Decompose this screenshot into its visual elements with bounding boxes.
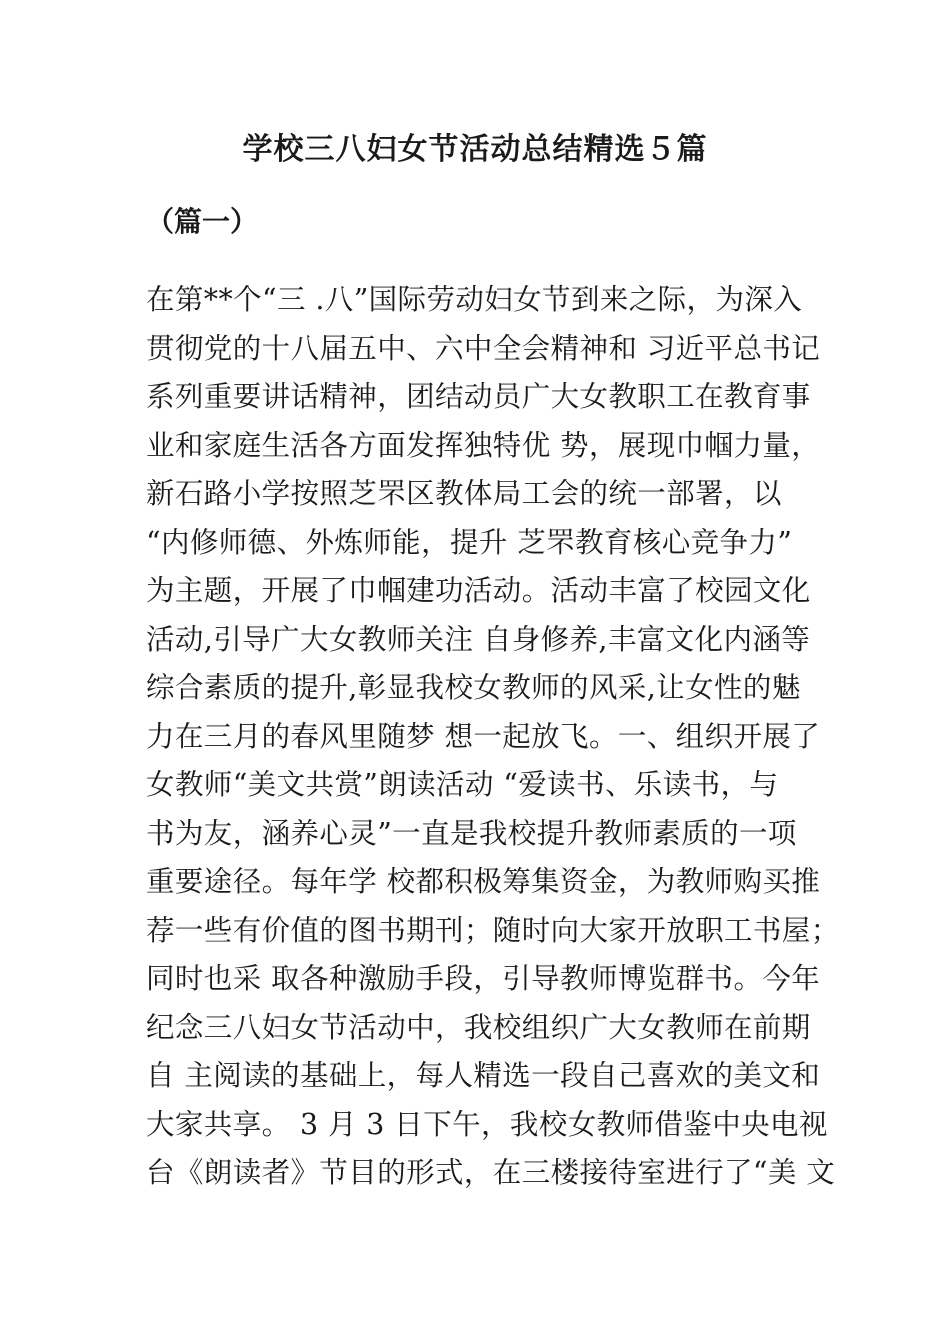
text-line: 新石路小学按照芝罘区教体局工会的统一部署，以	[146, 477, 782, 510]
text-line: 台《朗读者》节目的形式，在三楼接待室进行了“美 文	[146, 1156, 836, 1189]
text-line: 系列重要讲话精神，团结动员广大女教职工在教育事	[146, 380, 811, 413]
text-line: 在第**个“三 .八”国际劳动妇女节到来之际，为深入	[146, 283, 803, 316]
text-line: 业和家庭生活各方面发挥独特优 势，展现巾帼力量，	[146, 428, 821, 462]
text-line: 为主题，开展了巾帼建功活动。活动丰富了校园文化	[146, 574, 811, 607]
text-line: 大家共享。 3 月 3 日下午，我校女教师借鉴中央电视	[146, 1107, 828, 1141]
text-line: 活动,引导广大女教师关注 自身修养,丰富文化内涵等	[146, 622, 811, 656]
text-line: 荐一些有价值的图书期刊；随时向大家开放职工书屋；	[146, 913, 840, 947]
text-line: 重要途径。每年学 校都积极筹集资金，为教师购买推	[146, 865, 821, 898]
section-heading: （篇一）	[146, 205, 259, 238]
document-title: 学校三八妇女节活动总结精选５篇	[242, 132, 708, 167]
text-line: 自 主阅读的基础上，每人精选一段自己喜欢的美文和	[146, 1059, 821, 1092]
body-paragraph	[146, 276, 840, 1198]
text-line: 书为友，涵养心灵”一直是我校提升教师素质的一项	[146, 816, 797, 850]
text-line: 同时也采 取各种激励手段，引导教师博览群书。今年	[146, 962, 821, 995]
text-line: “内修师德、外炼师能，提升 芝罘教育核心竞争力”	[146, 525, 793, 559]
text-line: 纪念三八妇女节活动中，我校组织广大女教师在前期	[146, 1010, 811, 1044]
text-line: 综合素质的提升,彰显我校女教师的风采,让女性的魅	[146, 671, 801, 704]
text-line: 力在三月的春风里随梦 想一起放飞。一、组织开展了	[146, 719, 821, 753]
text-line: 贯彻党的十八届五中、六中全会精神和 习近平总书记	[146, 331, 821, 365]
text-line: 女教师“美文共赏”朗读活动 “爱读书、乐读书，与	[146, 768, 779, 801]
